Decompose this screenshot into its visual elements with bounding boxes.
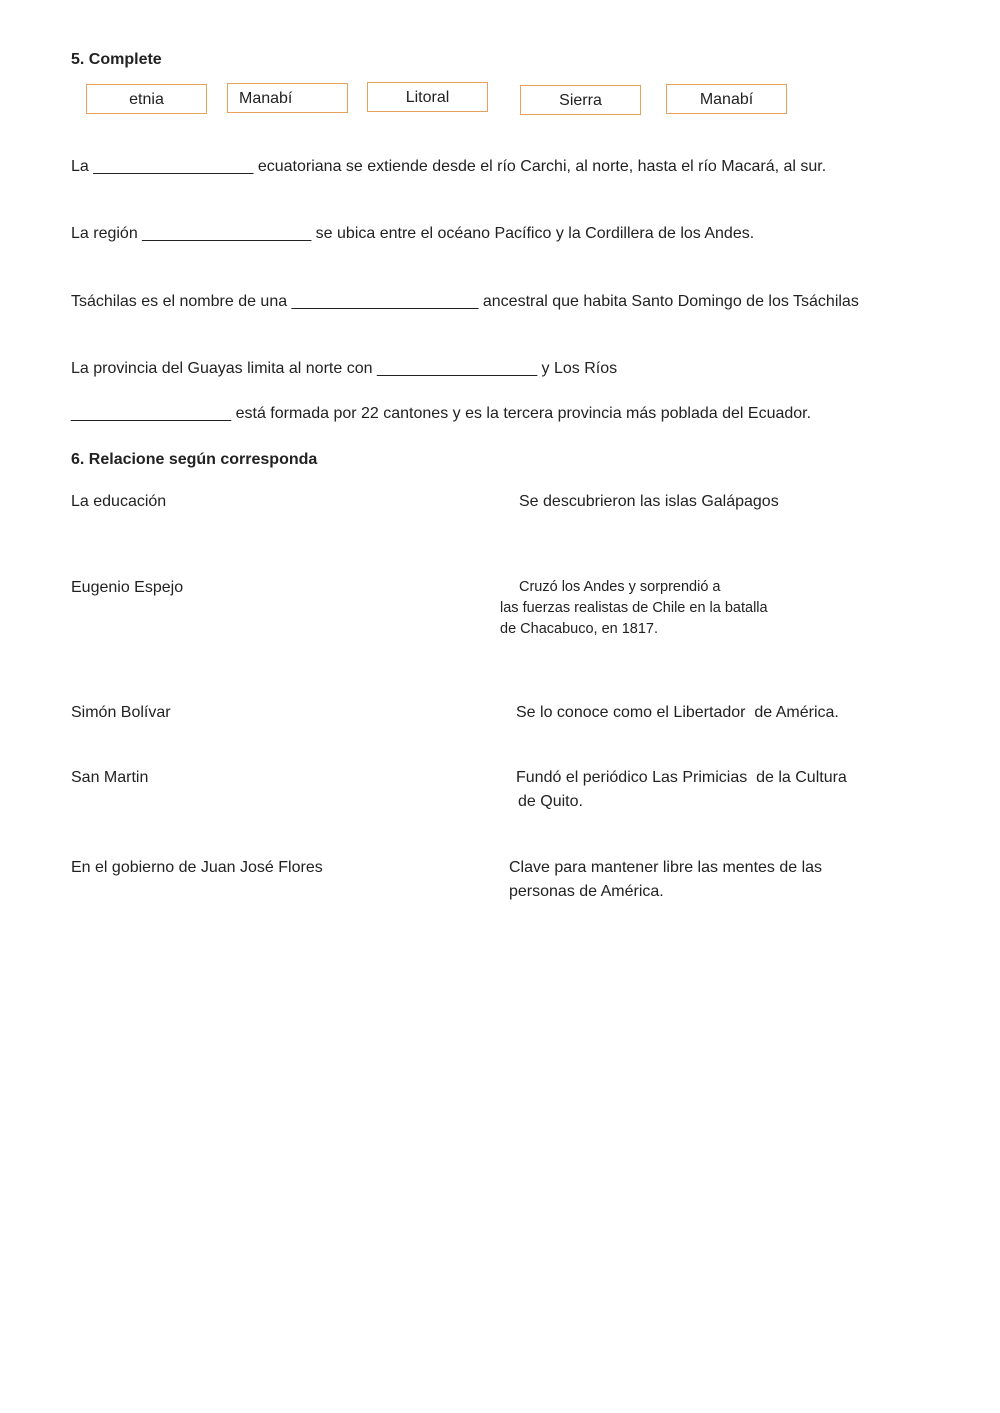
match-left-item[interactable]: Simón Bolívar bbox=[71, 704, 171, 721]
match-right-item-line[interactable]: personas de América. bbox=[509, 883, 664, 900]
word-bank-box[interactable]: Litoral bbox=[367, 82, 488, 112]
match-left-item[interactable]: San Martin bbox=[71, 769, 149, 786]
match-right-item-line[interactable]: Clave para mantener libre las mentes de las bbox=[509, 859, 823, 876]
match-right-item-line[interactable]: de Chacabuco, en 1817. bbox=[500, 621, 659, 637]
section-6-heading: 6. Relacione según corresponda bbox=[71, 451, 318, 468]
word-bank-box[interactable]: Sierra bbox=[520, 85, 641, 115]
match-left-item[interactable]: La educación bbox=[71, 493, 167, 510]
word-bank-box[interactable]: Manabí bbox=[227, 83, 348, 113]
match-right-item[interactable]: Se lo conoce como el Libertador de América. bbox=[516, 704, 839, 721]
fill-sentence: __________________ está formada por 22 cantones y es la tercera provincia más poblada del Ecuador. bbox=[71, 405, 812, 422]
word-bank-box[interactable]: Manabí bbox=[666, 84, 787, 114]
fill-sentence: La provincia del Guayas limita al norte con __________________ y Los Ríos bbox=[71, 360, 618, 377]
section-5-heading: 5. Complete bbox=[71, 51, 162, 68]
match-right-item[interactable]: Se descubrieron las islas Galápagos bbox=[519, 493, 779, 510]
match-right-item-line[interactable]: las fuerzas realistas de Chile en la batalla bbox=[500, 600, 768, 616]
word-bank-box[interactable]: etnia bbox=[86, 84, 207, 114]
fill-sentence: Tsáchilas es el nombre de una _____________________ ancestral que habita Santo Domingo de los Tsáchilas bbox=[71, 293, 859, 310]
fill-sentence: La __________________ ecuatoriana se extiende desde el río Carchi, al norte, hasta el río Macará, al sur. bbox=[71, 158, 827, 175]
match-left-item[interactable]: Eugenio Espejo bbox=[71, 579, 184, 596]
match-left-item[interactable]: En el gobierno de Juan José Flores bbox=[71, 859, 323, 876]
match-right-item-line[interactable]: Cruzó los Andes y sorprendió a bbox=[519, 579, 721, 595]
fill-sentence: La región ___________________ se ubica entre el océano Pacífico y la Cordillera de los Andes. bbox=[71, 225, 755, 242]
match-right-item-line[interactable]: de Quito. bbox=[518, 793, 583, 810]
match-right-item-line[interactable]: Fundó el periódico Las Primicias de la Cultura bbox=[516, 769, 847, 786]
